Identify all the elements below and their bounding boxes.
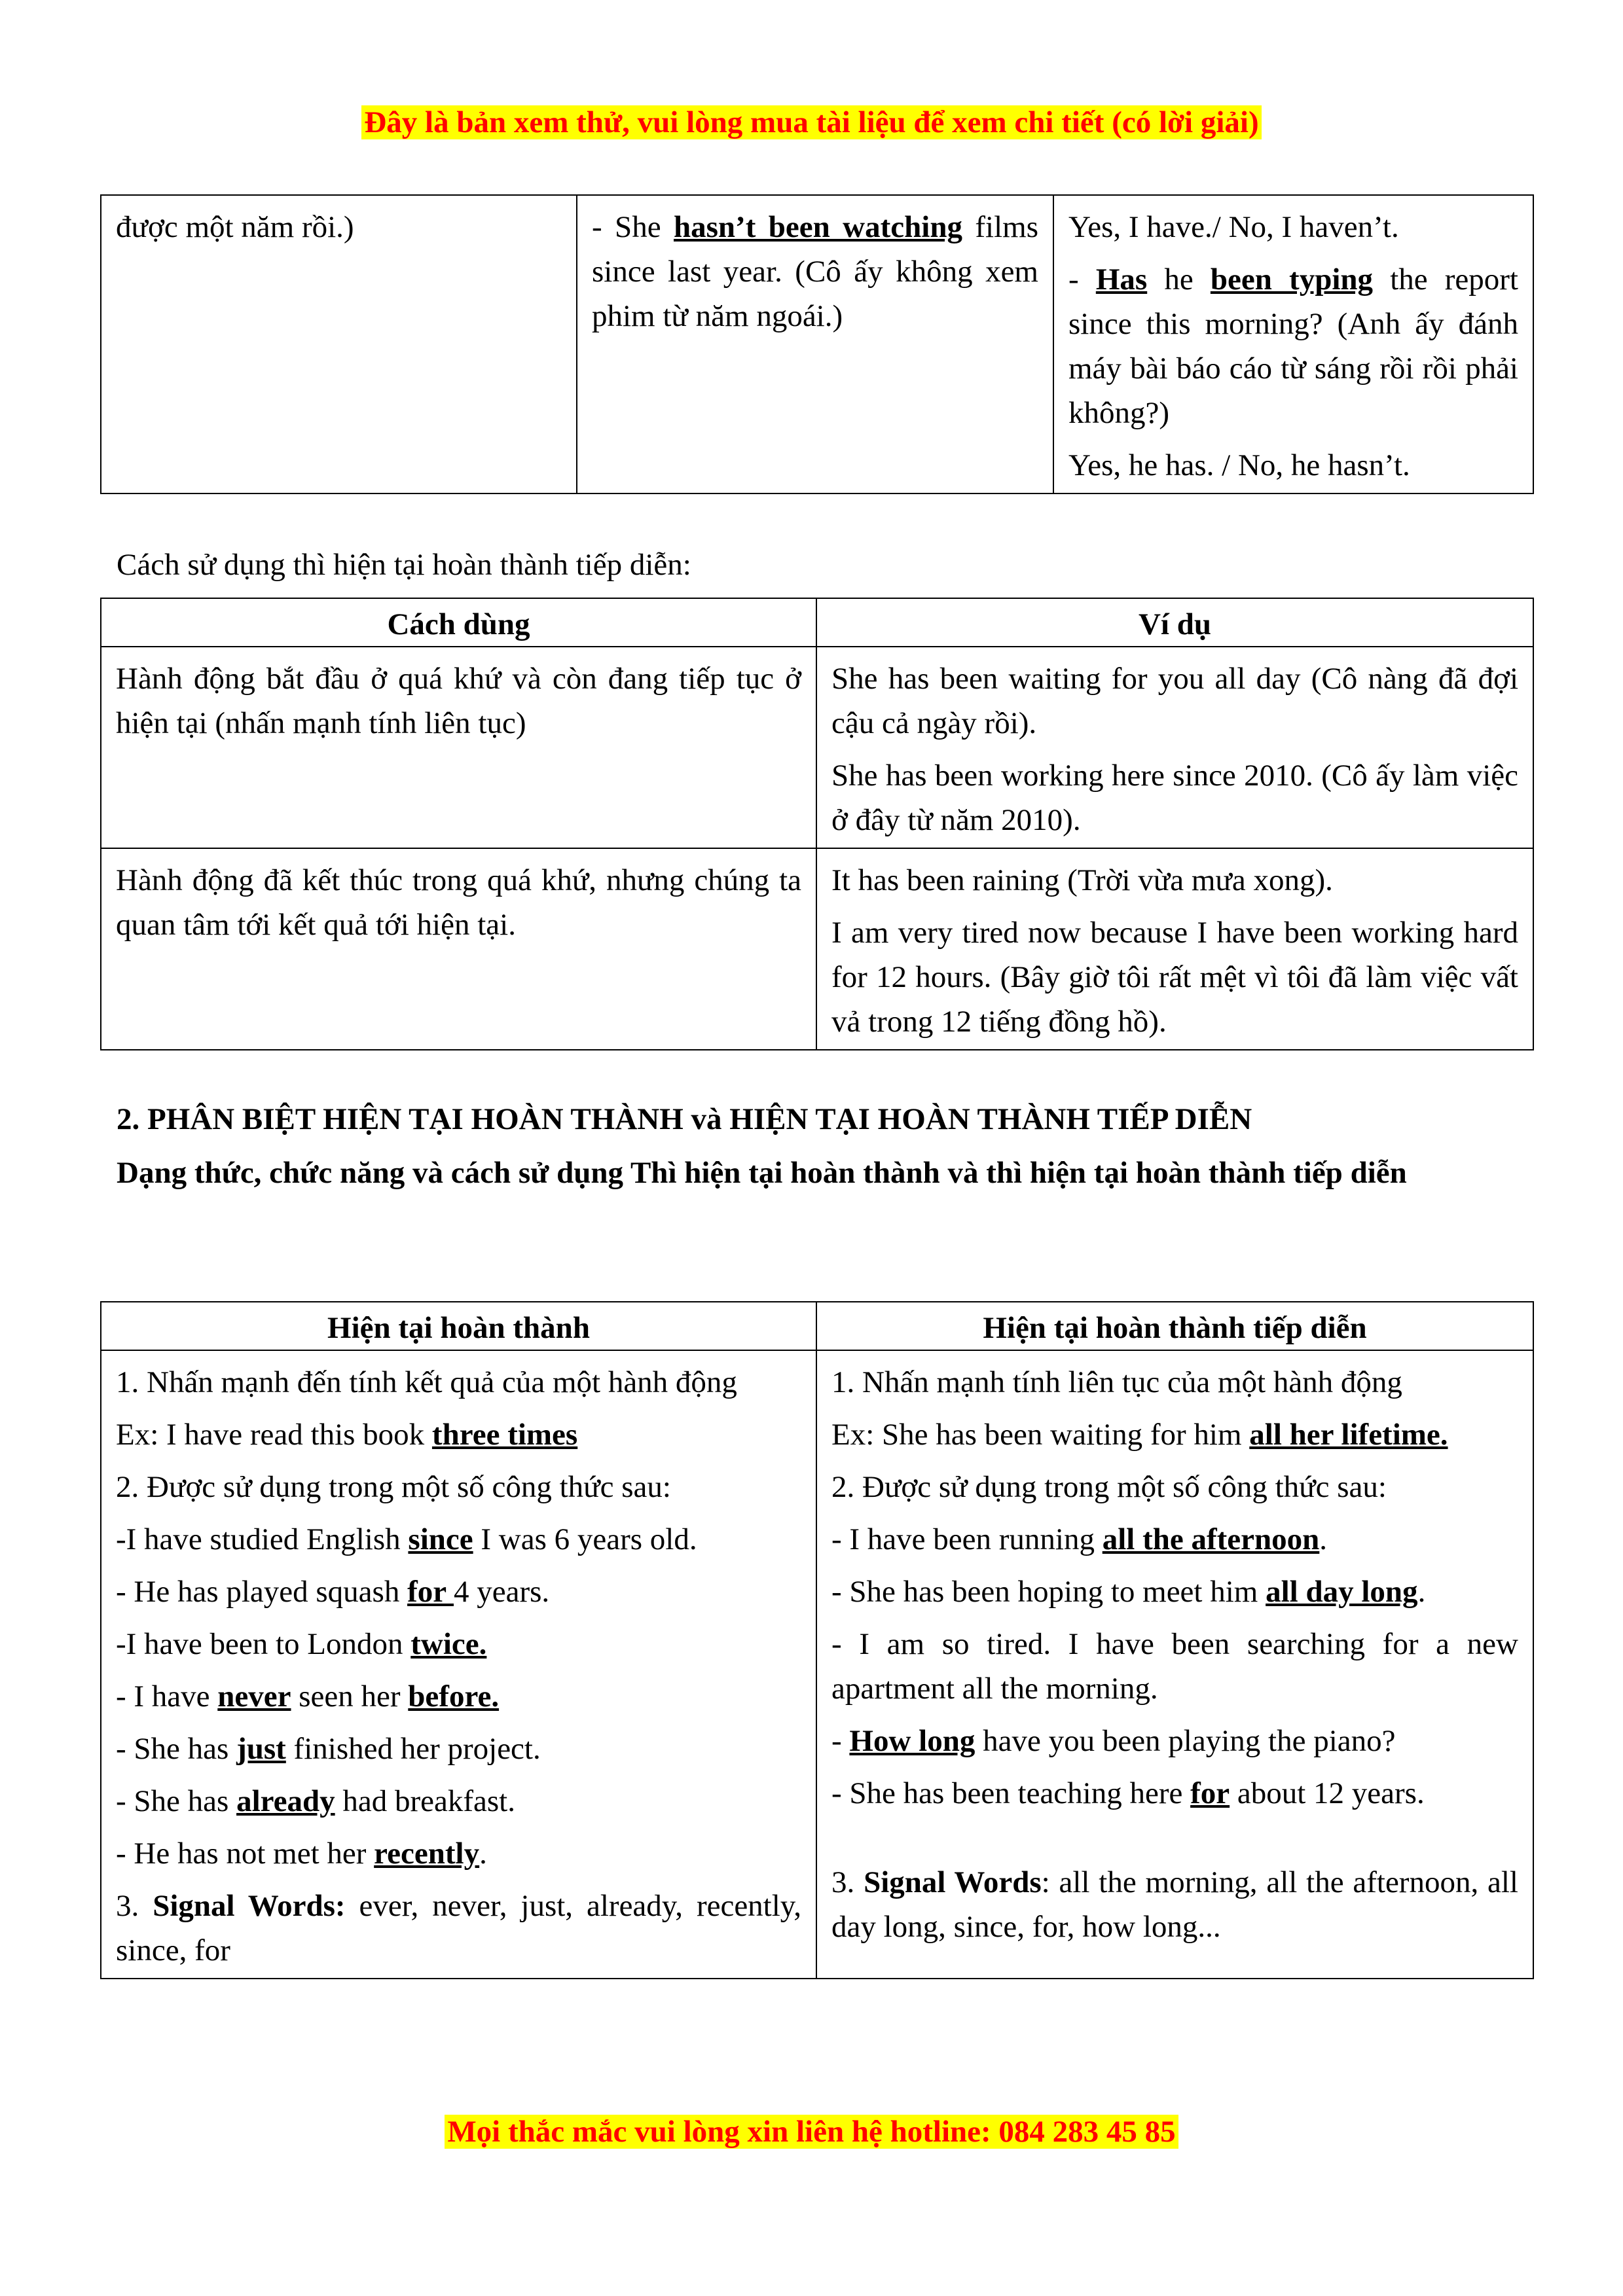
usage-caption: Cách sử dụng thì hiện tại hoàn thành tiếp diễn: <box>117 548 691 582</box>
column-header-present-perfect-continuous: Hiện tại hoàn thành tiếp diễn <box>816 1302 1533 1350</box>
table-cell: She has been waiting for you all day (Cô nàng đã đợi cậu cả ngày rồi). She has been working here since 2010. (Cô ấy làm việc ở đây từ năm 2010). <box>816 647 1533 848</box>
table-cell: It has been raining (Trời vừa mưa xong). I am very tired now because I have been working hard for 12 hours. (Bây giờ tôi rất mệt vì tôi đã làm việc vất vả trong 12 tiếng đồng hồ). <box>816 848 1533 1050</box>
table-header-row <box>101 598 1533 647</box>
section-heading: 2. PHÂN BIỆT HIỆN TẠI HOÀN THÀNH và HIỆN TẠI HOÀN THÀNH TIẾP DIỄN <box>117 1102 1252 1136</box>
section-subheading: Dạng thức, chức năng và cách sử dụng Thì hiện tại hoàn thành và thì hiện tại hoàn thành tiếp diễn <box>117 1156 1407 1190</box>
table-header-row <box>101 1302 1533 1350</box>
column-header-present-perfect: Hiện tại hoàn thành <box>101 1302 816 1350</box>
column-header-example: Ví dụ <box>816 598 1533 647</box>
table-row <box>101 848 1533 1050</box>
column-header-usage: Cách dùng <box>101 598 816 647</box>
table-row <box>101 647 1533 848</box>
usage-table <box>100 598 1534 1050</box>
hotline-banner: Mọi thắc mắc vui lòng xin liên hệ hotline: 084 283 45 85 <box>0 2114 1623 2149</box>
table-cell-present-perfect-continuous: 1. Nhấn mạnh tính liên tục của một hành động Ex: She has been waiting for him all her lifetime. 2. Được sử dụng trong một số công thức sau: - I have been running all the afternoon. - She has been hoping to meet him all day long. - I am so tired. I have been searching for a new apartment all the morning. - How long have you been playing the piano? - She has been teaching here for about 12 years. 3. Signal Words: all the morning, all the afternoon, all day long, since, for, how long... <box>816 1350 1533 1979</box>
table-row <box>101 1350 1533 1979</box>
table-cell-present-perfect: 1. Nhấn mạnh đến tính kết quả của một hành động Ex: I have read this book three times 2. Được sử dụng trong một số công thức sau: -I have studied English since I was 6 years old. - He has played squash for 4 years. -I have been to London twice. - I have never seen her before. - She has just finished her project. - She has already had breakfast. - He has not met her recently. 3. Signal Words: ever, never, just, already, recently, since, for <box>101 1350 816 1979</box>
table-cell: Yes, I have./ No, I haven’t. - Has he been typing the report since this morning? (Anh ấy đánh máy bài báo cáo từ sáng rồi rồi phải không?) Yes, he has. / No, he hasn’t. <box>1053 195 1533 493</box>
table-cell: được một năm rồi.) <box>101 195 577 493</box>
table-cell: Hành động đã kết thúc trong quá khứ, nhưng chúng ta quan tâm tới kết quả tới hiện tại. <box>101 848 816 1050</box>
table-row <box>101 195 1533 493</box>
example-table-continued <box>100 194 1534 494</box>
table-cell: Hành động bắt đầu ở quá khứ và còn đang tiếp tục ở hiện tại (nhấn mạnh tính liên tục) <box>101 647 816 848</box>
preview-notice-banner: Đây là bản xem thử, vui lòng mua tài liệu để xem chi tiết (có lời giải) <box>0 105 1623 140</box>
spacer <box>831 1823 1518 1860</box>
table-cell: - She hasn’t been watching films since last year. (Cô ấy không xem phim từ năm ngoái.) <box>577 195 1053 493</box>
comparison-table <box>100 1301 1534 1979</box>
